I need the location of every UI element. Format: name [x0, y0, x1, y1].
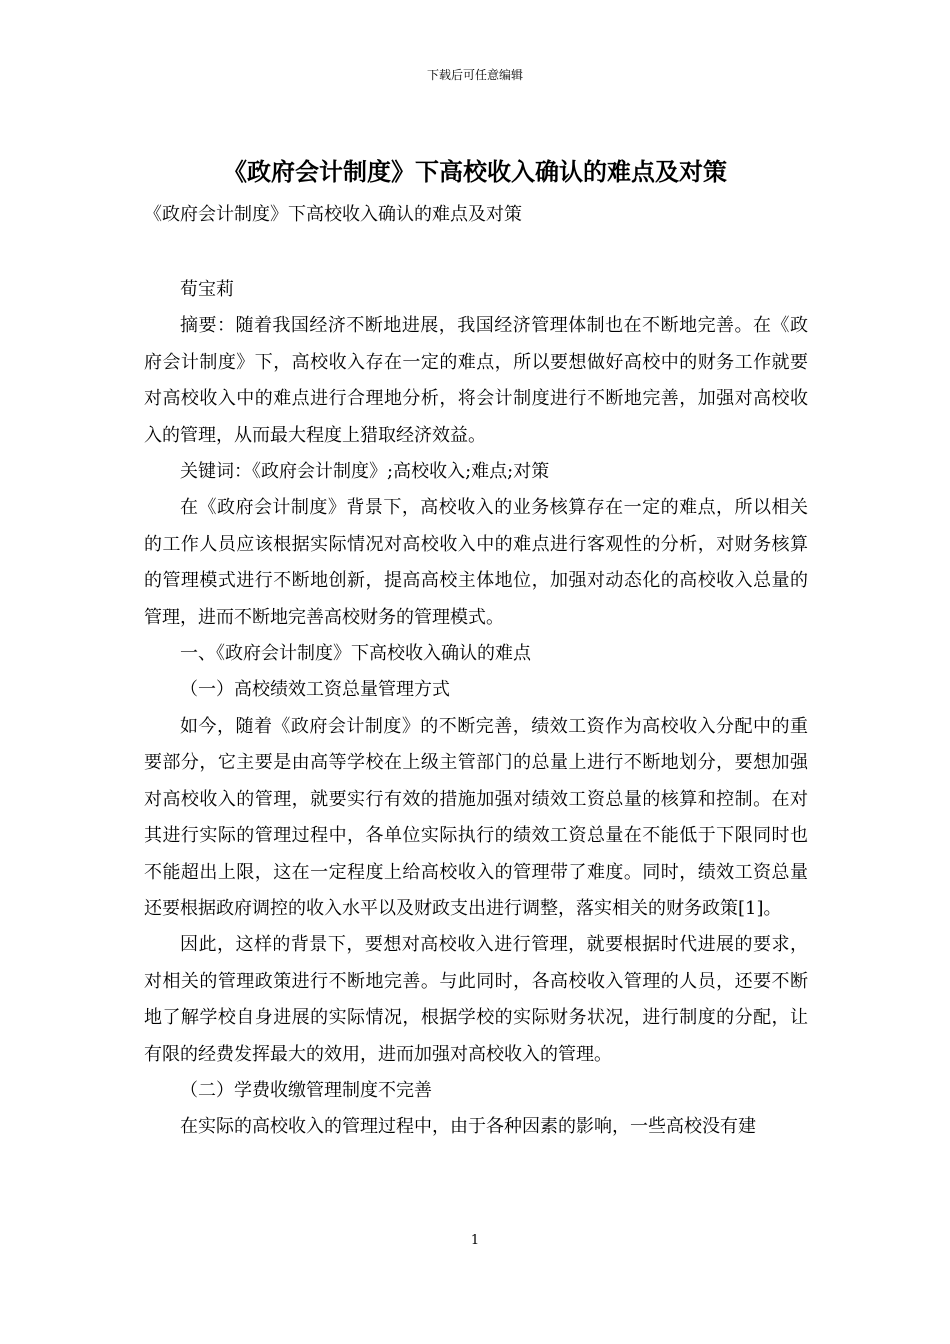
document-body	[144, 272, 808, 1146]
page-number: 1	[470, 1233, 480, 1248]
keywords-paragraph: 关键词：《政府会计制度》;高校收入;难点;对策	[180, 461, 550, 483]
body-paragraph: 如今，随着《政府会计制度》的不断完善，绩效工资作为高校收入分配中的重要部分，它主要是由高等学校在上级主管部门的总量上进行不断地划分，要想加强对高校收入的管理，就要实行有效的措施加强对绩效工资总量的核算和控制。在对其进行实际的管理过程中，各单位实际执行的绩效工资总量在不能低于下限同时也不能超出上限，这在一定程度上给高校收入的管理带了难度。同时，绩效工资总量还要根据政府调控的收入水平以及财政支出进行调整，落实相关的财务政策[1]。	[144, 715, 808, 919]
document-title: 《政府会计制度》下高校收入确认的难点及对策	[223, 157, 727, 186]
body-paragraph: 因此，这样的背景下，要想对高校收入进行管理，就要根据时代进展的要求，对相关的管理政策进行不断地完善。与此同时，各高校收入管理的人员，还要不断地了解学校自身进展的实际情况，根据学校的实际财务状况，进行制度的分配，让有限的经费发挥最大的效用，进而加强对高校收入的管理。	[144, 934, 808, 1065]
header-note: 下载后可任意编辑	[426, 68, 523, 82]
subsection-heading-1: （一）高校绩效工资总量管理方式	[180, 679, 450, 701]
abstract-paragraph: 摘要：随着我国经济不断地进展，我国经济管理体制也在不断地完善。在《政府会计制度》下，高校收入存在一定的难点，所以要想做好高校中的财务工作就要对高校收入中的难点进行合理地分析，将会计制度进行不断地完善，加强对高校收入的管理，从而最大程度上猎取经济效益。	[144, 315, 808, 446]
body-paragraph: 在实际的高校收入的管理过程中，由于各种因素的影响，一些高校没有建	[180, 1116, 756, 1138]
intro-paragraph: 在《政府会计制度》背景下，高校收入的业务核算存在一定的难点，所以相关的工作人员应该根据实际情况对高校收入中的难点进行客观性的分析，对财务核算的管理模式进行不断地创新，提高高校主体地位，加强对动态化的高校收入总量的管理，进而不断地完善高校财务的管理模式。	[144, 497, 808, 628]
author-name: 荀宝莉	[180, 279, 234, 300]
document-subtitle: 《政府会计制度》下高校收入确认的难点及对策	[144, 204, 522, 225]
subsection-heading-2: （二）学费收缴管理制度不完善	[180, 1079, 432, 1101]
section-heading-1: 一、《政府会计制度》下高校收入确认的难点	[180, 643, 531, 665]
